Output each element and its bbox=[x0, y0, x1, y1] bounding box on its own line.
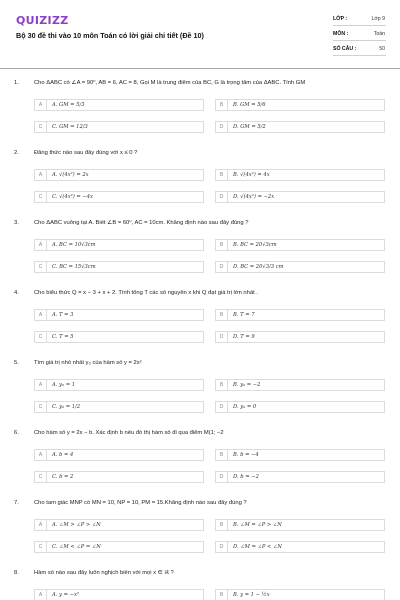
option-letter: B bbox=[216, 170, 228, 180]
option-text: A. √(4x²) = 2x bbox=[52, 172, 89, 178]
question-number: 5. bbox=[14, 360, 19, 366]
question-text: Đẳng thức nào sau đây đúng với x ≤ 0 ? bbox=[34, 150, 138, 156]
option-text: D. BC = 20√3/3 cm bbox=[233, 264, 284, 270]
option-letter: B bbox=[216, 590, 228, 600]
option-letter: D bbox=[216, 192, 228, 202]
option-c[interactable] bbox=[34, 191, 204, 203]
question-number: 3. bbox=[14, 220, 19, 226]
option-c[interactable] bbox=[34, 121, 204, 133]
option-letter: C bbox=[35, 332, 47, 342]
option-letter: D bbox=[216, 262, 228, 272]
option-a[interactable] bbox=[34, 379, 204, 391]
option-text: B. ∠M = ∠P > ∠N bbox=[233, 522, 282, 528]
option-c[interactable] bbox=[34, 261, 204, 273]
meta-count-label: SỐ CÂU : bbox=[333, 46, 357, 52]
option-text: B. y₀ = −2 bbox=[233, 382, 261, 388]
page-title: Bộ 30 đề thi vào 10 môn Toán có lời giải chi tiết (Đề 10) bbox=[16, 31, 204, 40]
option-letter: A bbox=[35, 380, 47, 390]
option-letter: A bbox=[35, 310, 47, 320]
question-8 bbox=[0, 570, 400, 600]
option-text: B. GM = 5/6 bbox=[233, 102, 266, 108]
header-divider bbox=[0, 68, 400, 69]
question-3 bbox=[0, 220, 400, 292]
question-number: 8. bbox=[14, 570, 19, 576]
option-text: B. y = 1 − ½x bbox=[233, 592, 270, 598]
option-d[interactable] bbox=[215, 261, 385, 273]
option-a[interactable] bbox=[34, 589, 204, 600]
question-text: Cho ΔABC có ∠A = 90⁰, AB = 6, AC = 8, Gọi M là trung điểm của BC, G là trọng tâm của ΔABC. Tính GM bbox=[34, 80, 306, 86]
option-letter: A bbox=[35, 450, 47, 460]
option-c[interactable] bbox=[34, 471, 204, 483]
meta-divider bbox=[333, 25, 386, 26]
option-letter: A bbox=[35, 100, 47, 110]
question-text: Cho ΔABC vuông tại A. Biết ∠B = 60⁰, AC = 10cm. Khẳng định nào sau đây đúng ? bbox=[34, 220, 249, 226]
option-text: A. b = 4 bbox=[52, 452, 74, 458]
question-text: Cho hàm số y = 2x − b. Xác định b nếu đồ thị hàm số đi qua điểm M(1; −2 bbox=[34, 430, 224, 436]
meta-subject-label: MÔN : bbox=[333, 31, 349, 37]
option-text: C. ∠M < ∠P = ∠N bbox=[52, 544, 101, 550]
question-text: Hàm số nào sau đây luôn nghịch biến với mọi x ∈ ℝ ? bbox=[34, 570, 174, 576]
option-text: D. ∠M = ∠P < ∠N bbox=[233, 544, 282, 550]
option-c[interactable] bbox=[34, 541, 204, 553]
option-letter: C bbox=[35, 542, 47, 552]
option-text: B. b = −4 bbox=[233, 452, 259, 458]
question-text: Tìm giá trị nhỏ nhất y₀ của hàm số y = 2x² bbox=[34, 360, 142, 366]
question-5 bbox=[0, 360, 400, 432]
option-text: C. b = 2 bbox=[52, 474, 74, 480]
option-d[interactable] bbox=[215, 331, 385, 343]
option-a[interactable] bbox=[34, 449, 204, 461]
option-b[interactable] bbox=[215, 309, 385, 321]
option-b[interactable] bbox=[215, 99, 385, 111]
option-text: D. b = −2 bbox=[233, 474, 259, 480]
option-letter: C bbox=[35, 402, 47, 412]
option-letter: A bbox=[35, 590, 47, 600]
question-7 bbox=[0, 500, 400, 572]
meta-divider bbox=[333, 40, 386, 41]
option-text: B. T = 7 bbox=[233, 312, 255, 318]
option-d[interactable] bbox=[215, 541, 385, 553]
option-a[interactable] bbox=[34, 519, 204, 531]
option-letter: B bbox=[216, 520, 228, 530]
meta-class-label: LỚP : bbox=[333, 16, 348, 22]
option-letter: C bbox=[35, 192, 47, 202]
option-b[interactable] bbox=[215, 449, 385, 461]
option-text: A. y₀ = 1 bbox=[52, 382, 75, 388]
option-letter: C bbox=[35, 472, 47, 482]
option-letter: A bbox=[35, 170, 47, 180]
meta-class-value: Lớp 9 bbox=[371, 16, 385, 22]
option-a[interactable] bbox=[34, 169, 204, 181]
question-1 bbox=[0, 80, 400, 152]
option-text: C. y₀ = 1/2 bbox=[52, 404, 81, 410]
option-text: D. GM = 5/2 bbox=[233, 124, 266, 130]
option-d[interactable] bbox=[215, 121, 385, 133]
option-letter: D bbox=[216, 542, 228, 552]
option-text: D. √(4x²) = −2x bbox=[233, 194, 275, 200]
option-a[interactable] bbox=[34, 239, 204, 251]
option-text: A. ∠M > ∠P > ∠N bbox=[52, 522, 101, 528]
question-text: Cho tam giác MNP có MN = 10, NP = 10, PM = 15.Khẳng định nào sau đây đúng ? bbox=[34, 500, 247, 506]
question-text: Cho biểu thức Q = x − 3 + x + 2. Tính tổng T các số nguyên x khi Q đạt giá trị lớn nhất . bbox=[34, 290, 258, 296]
question-number: 2. bbox=[14, 150, 19, 156]
option-text: A. T = 3 bbox=[52, 312, 74, 318]
option-text: A. y = −x² bbox=[52, 592, 79, 598]
option-text: A. GM = 5/3 bbox=[52, 102, 85, 108]
option-text: A. BC = 10√3cm bbox=[52, 242, 96, 248]
question-6 bbox=[0, 430, 400, 502]
meta-subject-value: Toán bbox=[373, 31, 385, 37]
option-text: C. √(4x²) = −4x bbox=[52, 194, 93, 200]
option-a[interactable] bbox=[34, 99, 204, 111]
option-letter: B bbox=[216, 100, 228, 110]
option-letter: B bbox=[216, 310, 228, 320]
option-d[interactable] bbox=[215, 191, 385, 203]
option-b[interactable] bbox=[215, 589, 385, 600]
question-2 bbox=[0, 150, 400, 222]
question-number: 6. bbox=[14, 430, 19, 436]
option-b[interactable] bbox=[215, 169, 385, 181]
option-letter: B bbox=[216, 450, 228, 460]
option-text: C. GM = 12/3 bbox=[52, 124, 88, 130]
option-text: C. T = 5 bbox=[52, 334, 74, 340]
question-number: 1. bbox=[14, 80, 19, 86]
option-letter: B bbox=[216, 380, 228, 390]
option-letter: C bbox=[35, 262, 47, 272]
question-number: 7. bbox=[14, 500, 19, 506]
document-header bbox=[0, 0, 400, 64]
meta-divider bbox=[333, 55, 386, 56]
option-d[interactable] bbox=[215, 401, 385, 413]
option-text: C. BC = 15√3cm bbox=[52, 264, 96, 270]
option-letter: D bbox=[216, 122, 228, 132]
option-letter: D bbox=[216, 402, 228, 412]
question-number: 4. bbox=[14, 290, 19, 296]
option-letter: C bbox=[35, 122, 47, 132]
option-letter: D bbox=[216, 472, 228, 482]
option-b[interactable] bbox=[215, 239, 385, 251]
option-letter: A bbox=[35, 240, 47, 250]
option-c[interactable] bbox=[34, 401, 204, 413]
quizizz-logo: QUIZIZZ bbox=[16, 14, 69, 27]
option-letter: B bbox=[216, 240, 228, 250]
option-b[interactable] bbox=[215, 379, 385, 391]
meta-count-value: 50 bbox=[379, 46, 385, 52]
option-text: B. √(4x²) = 4x bbox=[233, 172, 270, 178]
option-letter: A bbox=[35, 520, 47, 530]
option-text: D. y₀ = 0 bbox=[233, 404, 257, 410]
option-a[interactable] bbox=[34, 309, 204, 321]
option-c[interactable] bbox=[34, 331, 204, 343]
question-4 bbox=[0, 290, 400, 362]
option-d[interactable] bbox=[215, 471, 385, 483]
option-b[interactable] bbox=[215, 519, 385, 531]
option-letter: D bbox=[216, 332, 228, 342]
option-text: B. BC = 20√3cm bbox=[233, 242, 277, 248]
option-text: D. T = 9 bbox=[233, 334, 255, 340]
